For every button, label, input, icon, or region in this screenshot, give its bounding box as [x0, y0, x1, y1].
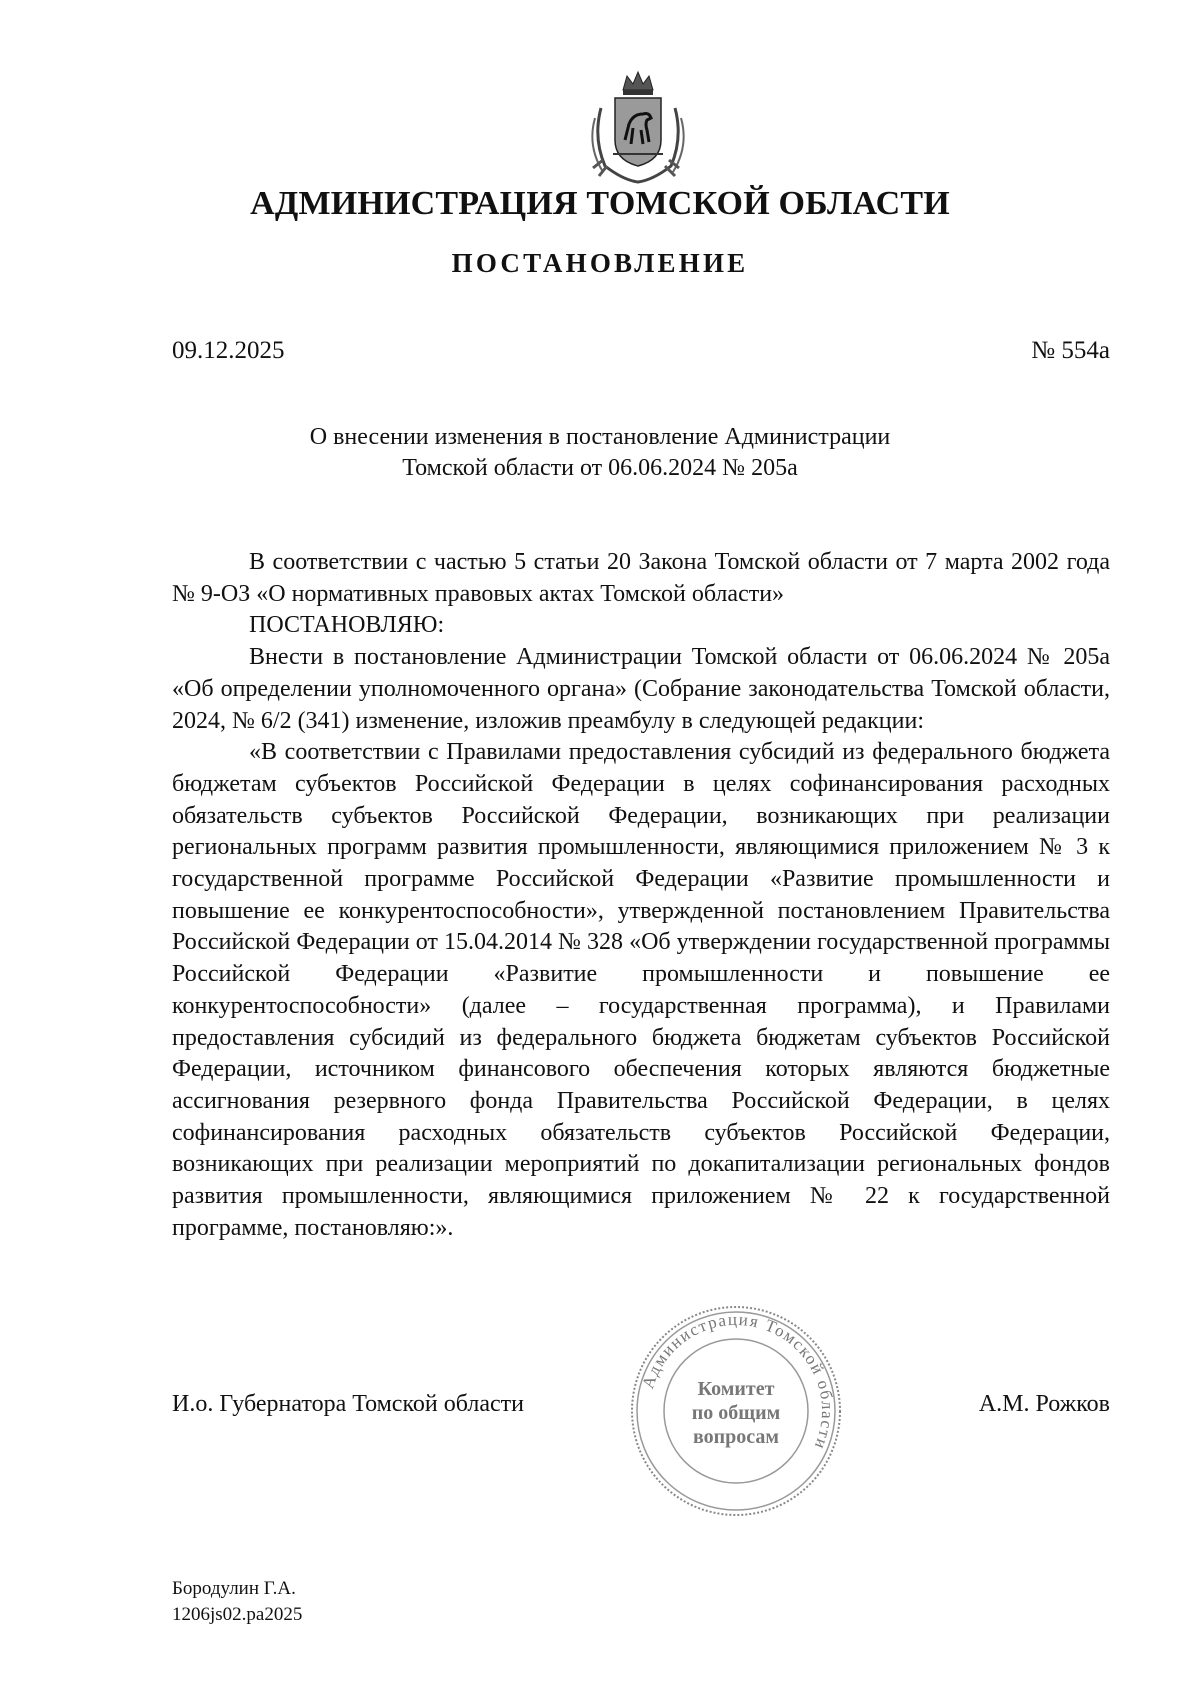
signatory-position: И.о. Губернатора Томской области [172, 1391, 524, 1417]
body-paragraph: «В соответствии с Правилами предоставления субсидий из федерального бюджета бюджетам субъектов Российской Федерации в целях софинансирования расходных обязательств субъектов Российской Федерации, возникающих при реализации региональных программ развития промышленности, являющимися приложением № 3 к государственной программе Российской Федерации «Развитие промышленности и повышение ее конкурентоспособности», утвержденной постановлением Правительства Российской Федерации от 15.04.2014 № 328 «Об утверждении государственной программы Российской Федерации «Развитие промышленности и повышение ее конкурентоспособности» (далее – государственная программа), и Правилами предоставления субсидий из федерального бюджета бюджетам субъектов Российской Федерации, источником финансового обеспечения которых являются бюджетные ассигнования резервного фонда Правительства Российской Федерации, в целях софинансирования расходных обязательств субъектов Российской Федерации, возникающих при реализации мероприятий по докапитализации региональных фондов развития промышленности, являющимися приложением № 22 к государственной программе, постановляю:». [172, 739, 1110, 1241]
title-line-1: О внесении изменения в постановление Администрации [309, 424, 891, 450]
stamp-line-1: Комитет [697, 1378, 775, 1400]
executor-name: Бородулин Г.А. [172, 1578, 296, 1599]
executor-footer [172, 1576, 302, 1628]
title-line-2: Томской области от 06.06.2024 № 205а [402, 455, 798, 481]
stamp-line-3: вопросам [692, 1426, 780, 1448]
body-paragraph: Внести в постановление Администрации Томской области от 06.06.2024 № 205а «Об определении уполномоченного органа» (Собрание законодательства Томской области, 2024, № 6/2 (341) изменение, изложив преамбулу в следующей редакции: [172, 644, 1110, 734]
document-title [200, 422, 1000, 484]
document-type: ПОСТАНОВЛЕНИЕ [451, 248, 749, 278]
document-number: № 554а [1031, 337, 1110, 364]
organization-title: АДМИНИСТРАЦИЯ ТОМСКОЙ ОБЛАСТИ [250, 185, 950, 222]
signatory-name: А.М. Рожков [978, 1391, 1110, 1417]
body-paragraph: В соответствии с частью 5 статьи 20 Закона Томской области от 7 марта 2002 года № 9-ОЗ «О нормативных правовых актах Томской области» [172, 549, 1110, 607]
document-date: 09.12.2025 [172, 337, 285, 364]
body-resolution-word: ПОСТАНОВЛЯЮ: [249, 612, 445, 639]
official-stamp [628, 1303, 844, 1519]
coat-of-arms-icon [583, 68, 693, 186]
file-code: 1206js02.ра2025 [172, 1604, 303, 1625]
document-body [172, 547, 1110, 1244]
stamp-ring-text: Администрация Томской области [638, 1309, 838, 1454]
stamp-line-2: по общим [691, 1402, 781, 1424]
